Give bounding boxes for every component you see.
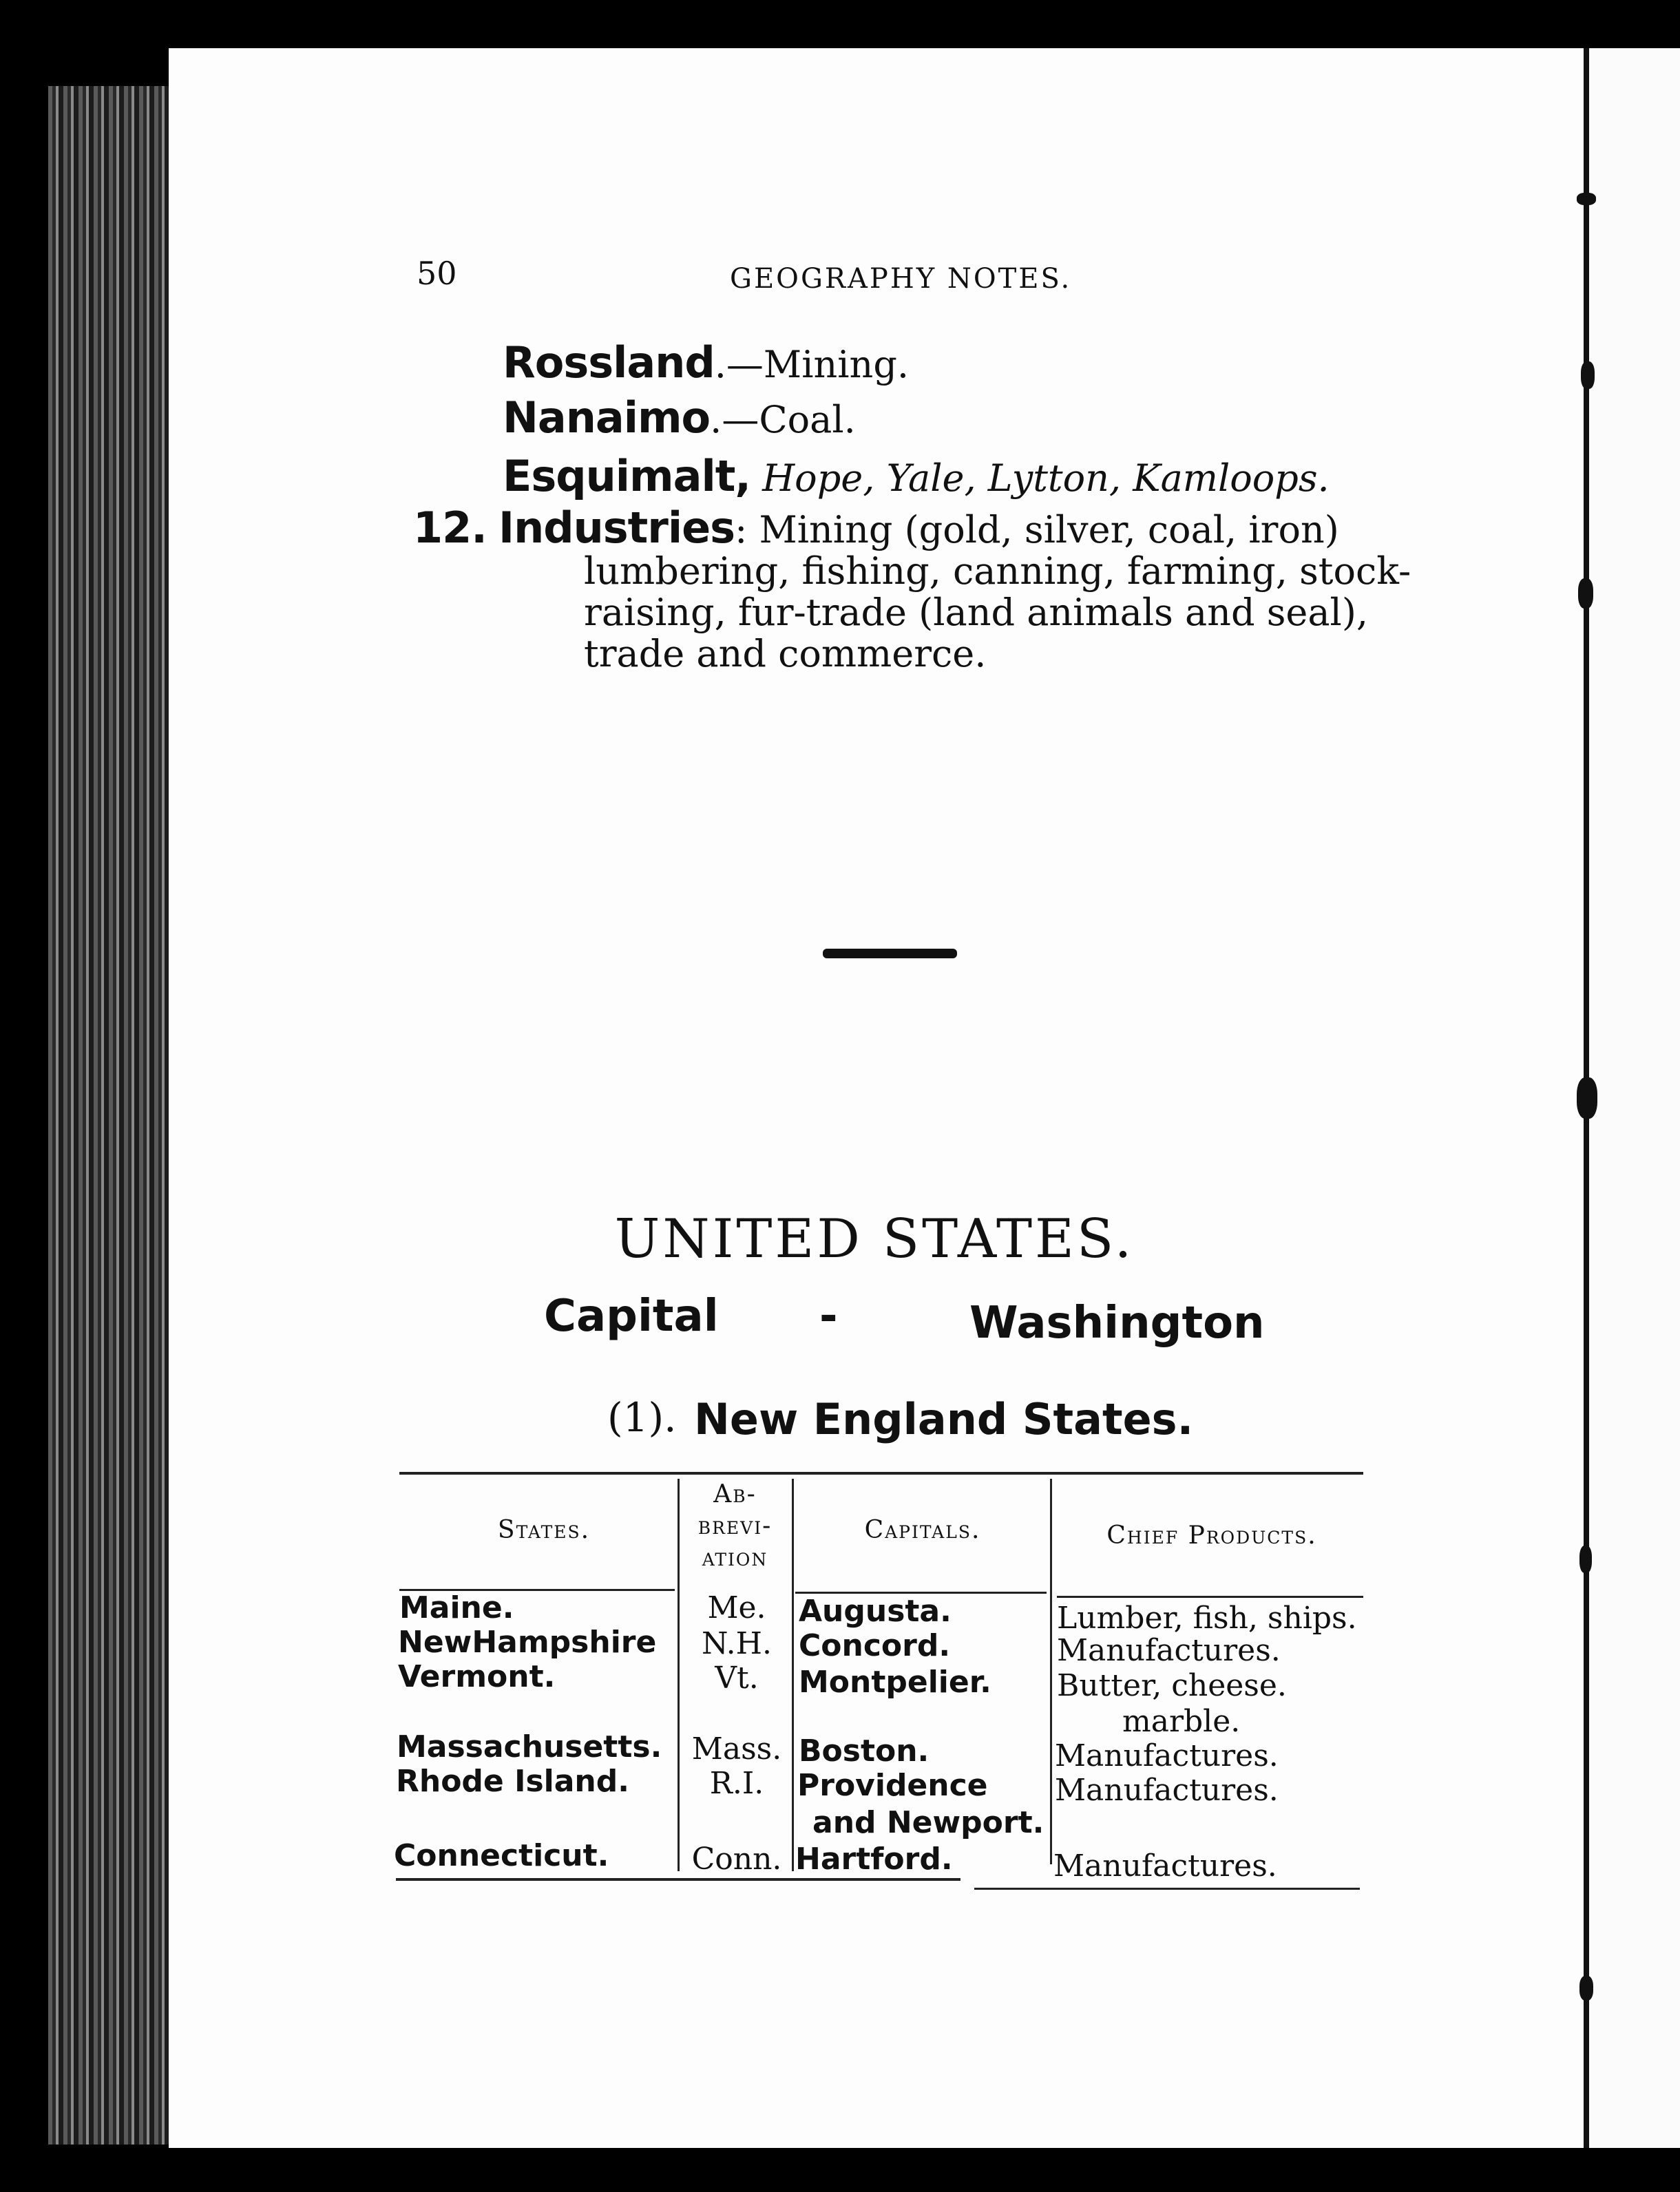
facing-page-edge: [1589, 48, 1680, 2148]
section-title: UNITED STATES.: [614, 1208, 1135, 1270]
cell-capital: Boston.: [799, 1733, 930, 1769]
cell-abbreviation: Mass.: [691, 1731, 782, 1767]
binding-mark: [1579, 1976, 1593, 2001]
entry-nanaimo: [503, 392, 856, 443]
binding-mark: [1577, 1077, 1597, 1119]
cell-capital: Montpelier.: [799, 1665, 991, 1700]
header-line: Ab-: [713, 1480, 757, 1508]
industries-heading: [413, 503, 1339, 553]
cell-capital: Augusta.: [799, 1594, 952, 1629]
col-header-abbreviation: [678, 1479, 792, 1574]
table-bottom-rule: [974, 1888, 1360, 1890]
section-divider: [823, 949, 957, 958]
cell-products: Manufactures.: [1057, 1633, 1281, 1668]
capital-dash: -: [819, 1291, 838, 1342]
table-bottom-rule: [396, 1878, 960, 1881]
cell-capital: Providence: [797, 1768, 988, 1803]
separator: :: [735, 508, 748, 551]
table-column-rule: [792, 1479, 794, 1871]
header-underline: [1057, 1596, 1363, 1598]
cell-state: Rhode Island.: [396, 1764, 629, 1799]
place-name: Nanaimo: [503, 392, 711, 443]
cell-abbreviation: N.H.: [701, 1626, 773, 1661]
header-line: brevi-: [697, 1512, 773, 1540]
cell-capital: Hartford.: [795, 1842, 953, 1877]
subsection-number: (1).: [607, 1394, 677, 1441]
industries-line-1: Mining (gold, silver, coal, iron): [759, 508, 1339, 551]
binding-mark: [1581, 361, 1595, 389]
table-column-rule: [1050, 1479, 1052, 1864]
place-italic: Yale,: [886, 456, 976, 500]
cell-capital: and Newport.: [812, 1805, 1044, 1840]
place-italic: Kamloops.: [1133, 456, 1330, 500]
place-italic: Lytton,: [987, 456, 1122, 500]
capital-city: Washington: [969, 1298, 1265, 1349]
entry-description: .—Mining.: [714, 343, 910, 386]
header-line: ation: [702, 1543, 768, 1572]
cell-products: Manufactures.: [1053, 1848, 1277, 1884]
cell-state: Connecticut.: [394, 1838, 609, 1873]
cell-abbreviation: R.I.: [709, 1766, 764, 1801]
page-number: 50: [417, 255, 457, 292]
industries-line-3: raising, fur-trade (land animals and seal),: [584, 591, 1369, 634]
col-header-states: States.: [497, 1516, 591, 1544]
industries-line-4: trade and commerce.: [584, 632, 987, 675]
running-title: GEOGRAPHY NOTES.: [730, 263, 1072, 295]
binding-mark: [1579, 1546, 1592, 1573]
place-italic: Hope,: [762, 456, 875, 500]
cell-products: Butter, cheese.: [1057, 1668, 1287, 1703]
item-number: 12.: [413, 503, 487, 553]
binding-mark: [1578, 578, 1593, 609]
cell-products: Manufactures.: [1055, 1738, 1279, 1773]
cell-state: NewHampshire: [398, 1625, 657, 1660]
col-header-products: Chief Products.: [1106, 1521, 1317, 1550]
cell-products: Lumber, fish, ships.: [1057, 1601, 1357, 1636]
subsection-title: New England States.: [694, 1394, 1194, 1444]
cell-state: Vermont.: [398, 1659, 556, 1694]
cell-abbreviation: Vt.: [715, 1661, 759, 1696]
entry-description: .—Coal.: [710, 398, 856, 441]
industries-line-2: lumbering, fishing, canning, farming, stock-: [584, 549, 1411, 593]
entry-rossland: [503, 337, 909, 388]
cell-abbreviation: Conn.: [691, 1842, 782, 1877]
cell-state: Maine.: [399, 1590, 514, 1625]
cell-abbreviation: Me.: [707, 1590, 766, 1625]
page-edge-stack: [48, 86, 172, 2144]
cell-products: marble.: [1122, 1704, 1241, 1739]
industries-label: Industries: [498, 503, 735, 553]
col-header-capitals: Capitals.: [864, 1516, 981, 1544]
capital-label: Capital: [544, 1291, 719, 1342]
cell-state: Massachusetts.: [397, 1729, 662, 1764]
place-name: Esquimalt,: [503, 451, 750, 501]
industries-text: [584, 549, 1411, 675]
cell-capital: Concord.: [799, 1628, 951, 1663]
place-name: Rossland: [503, 337, 715, 388]
cell-products: Manufactures.: [1055, 1773, 1279, 1808]
binding-mark: [1577, 193, 1596, 205]
entry-esquimalt: [503, 451, 1330, 501]
table-top-rule: [399, 1472, 1363, 1475]
